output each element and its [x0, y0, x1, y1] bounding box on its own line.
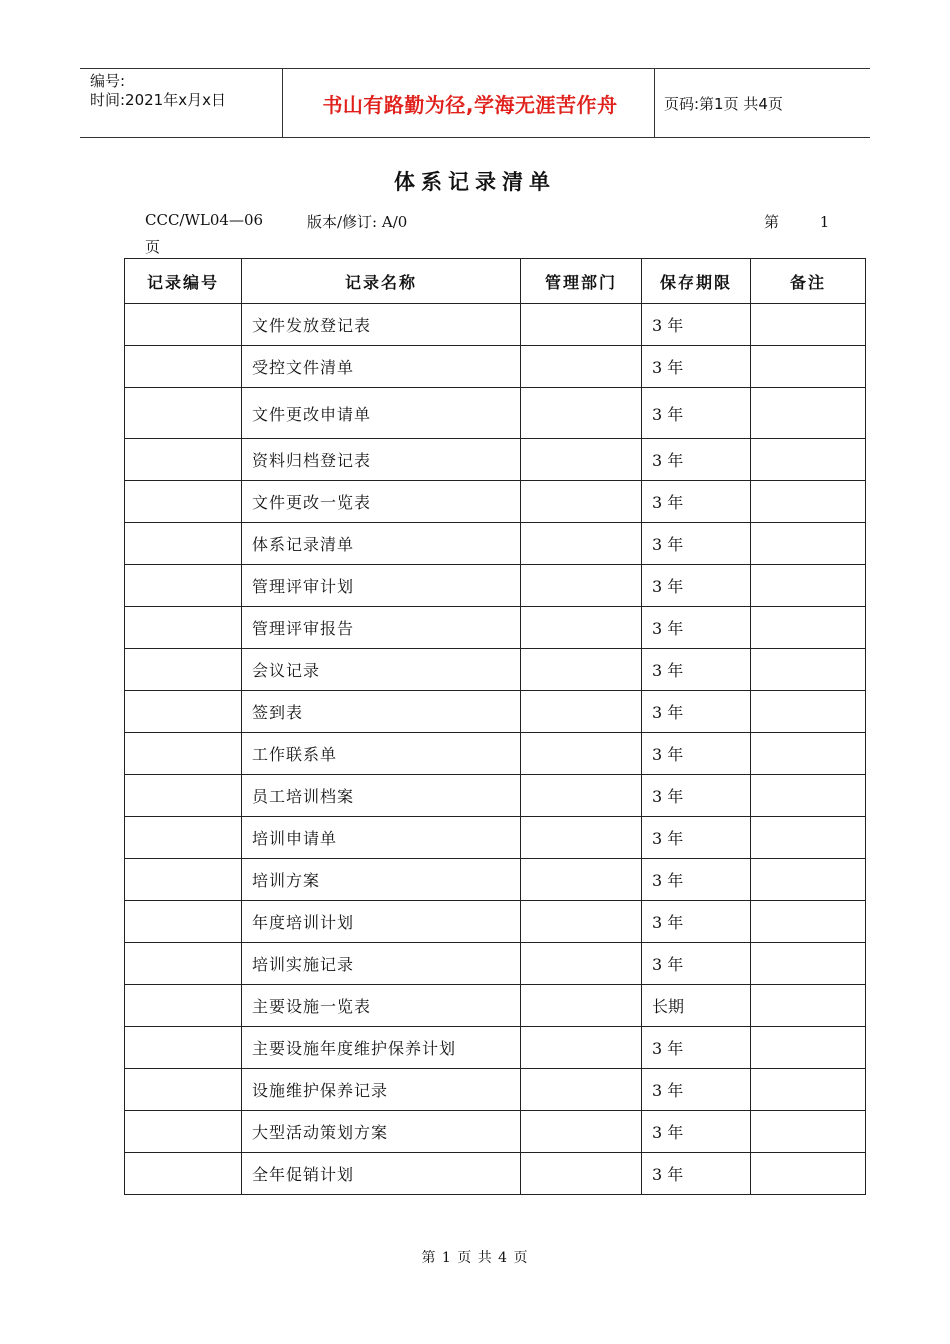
cell-note [751, 565, 866, 607]
cell-record-name: 设施维护保养记录 [242, 1069, 521, 1111]
cell-note [751, 943, 866, 985]
cell-dept [521, 901, 642, 943]
table-row [125, 817, 866, 859]
cell-note [751, 775, 866, 817]
records-table [124, 258, 866, 1195]
table-row [125, 1153, 866, 1195]
document-code: CCC/WL04—06 [145, 211, 264, 229]
cell-record-id [125, 565, 242, 607]
cell-record-id [125, 1069, 242, 1111]
cell-record-name: 资料归档登记表 [242, 439, 521, 481]
cell-record-name: 主要设施年度维护保养计划 [242, 1027, 521, 1069]
cell-retention: 3 年 [642, 304, 751, 346]
cell-note [751, 1027, 866, 1069]
cell-record-id [125, 943, 242, 985]
table-row [125, 901, 866, 943]
table-row [125, 523, 866, 565]
cell-note [751, 607, 866, 649]
cell-record-name: 培训申请单 [242, 817, 521, 859]
cell-record-name: 全年促销计划 [242, 1153, 521, 1195]
header-number-label: 编号: [90, 72, 126, 90]
records-body [125, 304, 866, 1195]
cell-record-name: 文件发放登记表 [242, 304, 521, 346]
table-row [125, 775, 866, 817]
table-row [125, 304, 866, 346]
table-header-row [125, 259, 866, 304]
cell-retention: 3 年 [642, 607, 751, 649]
cell-dept [521, 775, 642, 817]
cell-record-id [125, 901, 242, 943]
cell-retention: 3 年 [642, 1027, 751, 1069]
cell-retention: 长期 [642, 985, 751, 1027]
cell-record-name: 会议记录 [242, 649, 521, 691]
cell-dept [521, 859, 642, 901]
table-row [125, 346, 866, 388]
cell-retention: 3 年 [642, 733, 751, 775]
cell-dept [521, 733, 642, 775]
table-row [125, 565, 866, 607]
cell-retention: 3 年 [642, 1069, 751, 1111]
cell-retention: 3 年 [642, 523, 751, 565]
cell-record-id [125, 985, 242, 1027]
cell-record-id [125, 481, 242, 523]
table-row [125, 1069, 866, 1111]
cell-record-id [125, 346, 242, 388]
cell-record-id [125, 1027, 242, 1069]
document-page-number: 第 1 [764, 213, 848, 231]
page-footer: 第 1 页 共 4 页 [421, 1250, 529, 1266]
table-row [125, 1111, 866, 1153]
cell-dept [521, 985, 642, 1027]
cell-record-name: 文件更改申请单 [242, 388, 521, 439]
document-version: 版本/修订: A/0 [307, 213, 408, 231]
table-row [125, 1027, 866, 1069]
cell-record-id [125, 523, 242, 565]
cell-note [751, 1153, 866, 1195]
header-time-label: 时间:2021年x月x日 [90, 91, 226, 109]
cell-note [751, 733, 866, 775]
cell-dept [521, 1069, 642, 1111]
table-row [125, 691, 866, 733]
cell-retention: 3 年 [642, 1153, 751, 1195]
header-page-info: 页码:第1页 共4页 [664, 94, 783, 113]
cell-record-id [125, 733, 242, 775]
cell-note [751, 817, 866, 859]
table-row [125, 439, 866, 481]
page-header [80, 68, 870, 138]
column-header-term: 保存期限 [642, 259, 751, 304]
cell-retention: 3 年 [642, 649, 751, 691]
cell-note [751, 439, 866, 481]
table-row [125, 943, 866, 985]
cell-retention: 3 年 [642, 775, 751, 817]
cell-record-id [125, 388, 242, 439]
cell-note [751, 304, 866, 346]
cell-note [751, 859, 866, 901]
header-divider [282, 69, 283, 137]
cell-retention: 3 年 [642, 901, 751, 943]
cell-dept [521, 346, 642, 388]
cell-record-name: 年度培训计划 [242, 901, 521, 943]
cell-dept [521, 304, 642, 346]
cell-record-id [125, 649, 242, 691]
cell-retention: 3 年 [642, 817, 751, 859]
header-motto: 书山有路勤为径,学海无涯苦作舟 [322, 92, 618, 117]
cell-record-id [125, 1111, 242, 1153]
cell-dept [521, 649, 642, 691]
cell-record-name: 培训方案 [242, 859, 521, 901]
cell-record-name: 管理评审计划 [242, 565, 521, 607]
cell-note [751, 1069, 866, 1111]
cell-record-id [125, 1153, 242, 1195]
table-row [125, 985, 866, 1027]
cell-record-name: 体系记录清单 [242, 523, 521, 565]
cell-record-id [125, 439, 242, 481]
table-row [125, 733, 866, 775]
cell-note [751, 346, 866, 388]
cell-dept [521, 817, 642, 859]
cell-note [751, 649, 866, 691]
cell-dept [521, 481, 642, 523]
cell-note [751, 985, 866, 1027]
cell-record-id [125, 859, 242, 901]
cell-record-name: 主要设施一览表 [242, 985, 521, 1027]
header-meta [90, 72, 226, 110]
cell-note [751, 1111, 866, 1153]
cell-dept [521, 607, 642, 649]
cell-record-id [125, 691, 242, 733]
cell-retention: 3 年 [642, 1111, 751, 1153]
column-header-name: 记录名称 [242, 259, 521, 304]
cell-dept [521, 565, 642, 607]
cell-record-name: 员工培训档案 [242, 775, 521, 817]
cell-dept [521, 1027, 642, 1069]
cell-note [751, 523, 866, 565]
cell-record-name: 大型活动策划方案 [242, 1111, 521, 1153]
cell-note [751, 691, 866, 733]
column-header-note: 备注 [751, 259, 866, 304]
cell-dept [521, 1153, 642, 1195]
cell-retention: 3 年 [642, 943, 751, 985]
table-row [125, 859, 866, 901]
cell-note [751, 388, 866, 439]
cell-retention: 3 年 [642, 481, 751, 523]
cell-record-name: 培训实施记录 [242, 943, 521, 985]
cell-retention: 3 年 [642, 388, 751, 439]
cell-retention: 3 年 [642, 439, 751, 481]
column-header-id: 记录编号 [125, 259, 242, 304]
cell-note [751, 901, 866, 943]
cell-note [751, 481, 866, 523]
cell-retention: 3 年 [642, 859, 751, 901]
cell-record-name: 文件更改一览表 [242, 481, 521, 523]
cell-dept [521, 943, 642, 985]
document-page-suffix: 页 [145, 238, 161, 256]
cell-dept [521, 388, 642, 439]
table-row [125, 607, 866, 649]
cell-record-id [125, 304, 242, 346]
table-row [125, 481, 866, 523]
cell-dept [521, 691, 642, 733]
cell-dept [521, 523, 642, 565]
cell-record-name: 管理评审报告 [242, 607, 521, 649]
cell-record-name: 受控文件清单 [242, 346, 521, 388]
cell-record-id [125, 817, 242, 859]
cell-record-id [125, 607, 242, 649]
cell-dept [521, 1111, 642, 1153]
cell-retention: 3 年 [642, 565, 751, 607]
table-row [125, 388, 866, 439]
cell-record-id [125, 775, 242, 817]
cell-dept [521, 439, 642, 481]
document-title: 体系记录清单 [394, 169, 556, 194]
column-header-dept: 管理部门 [521, 259, 642, 304]
table-row [125, 649, 866, 691]
cell-record-name: 签到表 [242, 691, 521, 733]
cell-record-name: 工作联系单 [242, 733, 521, 775]
cell-retention: 3 年 [642, 346, 751, 388]
cell-retention: 3 年 [642, 691, 751, 733]
